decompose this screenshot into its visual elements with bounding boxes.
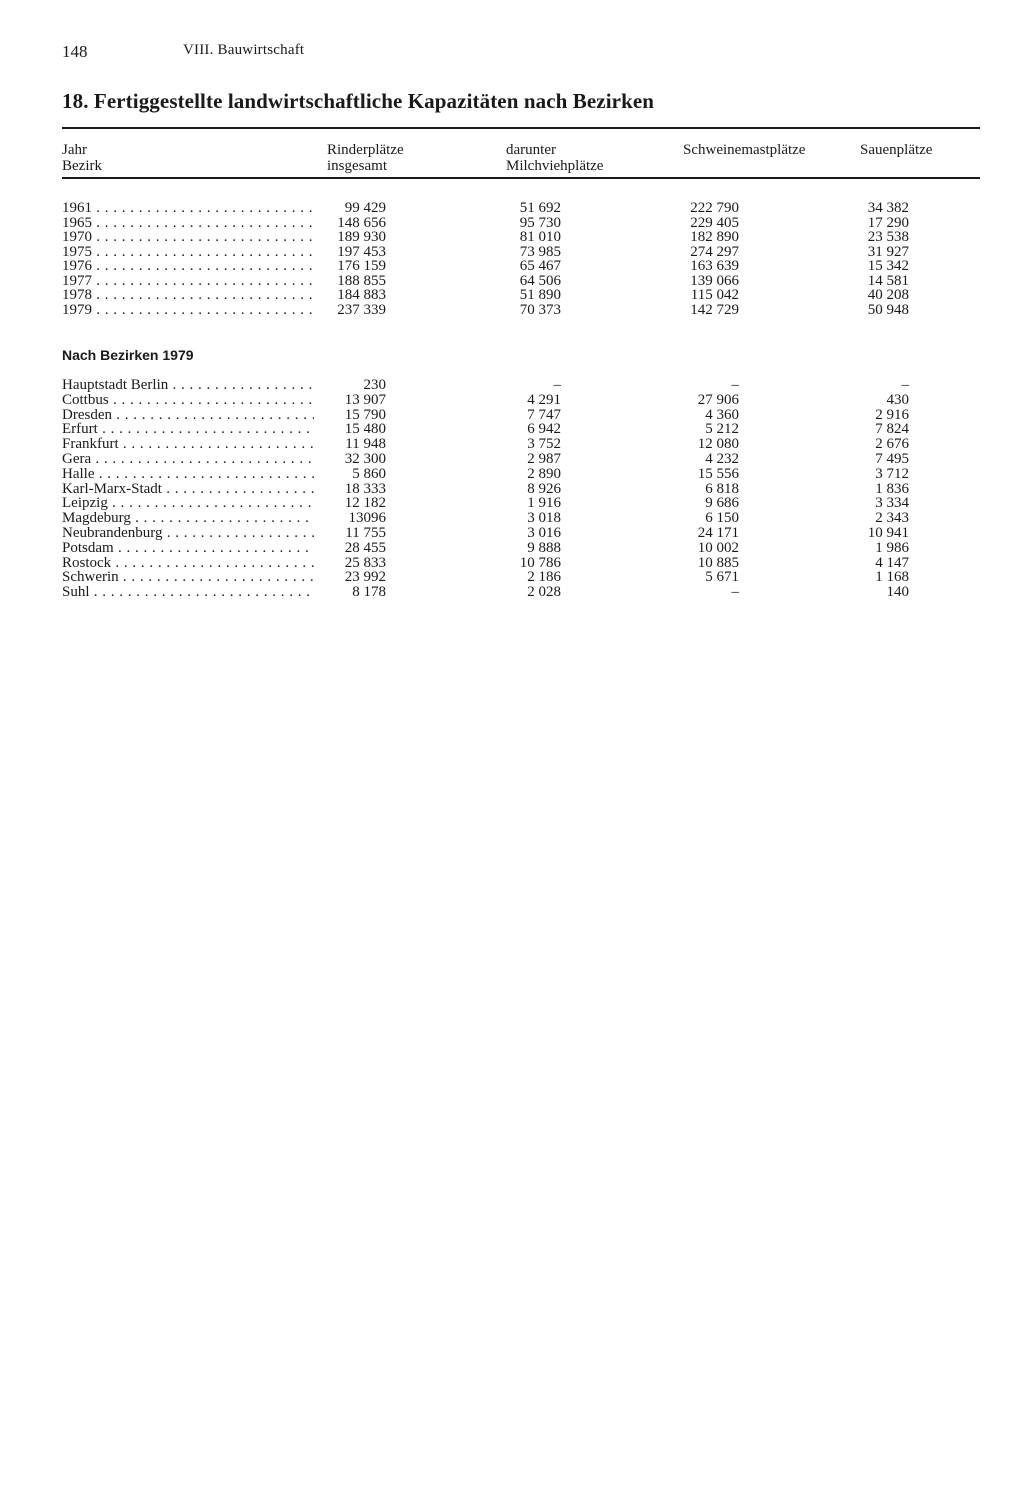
cell-rinderplaetze: 13096 [348,510,386,527]
table-row [0,482,1024,497]
table-row [0,585,1024,600]
cell-rinderplaetze: 23 992 [344,569,386,586]
row-label: Magdeburg . . . [62,511,314,526]
table-row [0,201,1024,216]
row-label: Potsdam . . . [62,541,314,556]
row-label: 1976 . . . [62,259,314,274]
table-row [0,570,1024,585]
cell-milchviehplaetze: 70 373 [519,301,561,318]
cell-milchviehplaetze: 73 985 [519,243,561,260]
cell-rinderplaetze: 25 833 [344,554,386,571]
table-row [0,452,1024,467]
cell-schweinemastplaetze: 163 639 [690,258,739,274]
cell-schweinemastplaetze: 229 405 [690,214,739,231]
cell-schweinemastplaetze: 274 297 [690,243,739,260]
cell-schweinemastplaetze: 4 360 [705,406,739,423]
cell-schweinemastplaetze: 6 818 [705,480,739,497]
row-label: Cottbus . . . [62,393,314,408]
row-label: Hauptstadt Berlin . . . [62,378,314,393]
cell-sauenplaetze: 140 [886,584,909,601]
table-row [0,422,1024,437]
cell-milchviehplaetze: 2 186 [527,569,561,586]
cell-milchviehplaetze: 51 890 [519,287,561,303]
cell-milchviehplaetze: 51 692 [519,200,561,216]
table-row [0,556,1024,571]
table-row [0,467,1024,482]
cell-sauenplaetze: 2 343 [875,510,909,527]
row-label: Rostock . . . [62,556,314,571]
cell-sauenplaetze: 2 676 [875,436,909,453]
table-row [0,393,1024,408]
cell-milchviehplaetze: 3 018 [527,510,561,527]
cell-rinderplaetze: 188 855 [337,272,386,289]
cell-sauenplaetze: 1 836 [875,480,909,497]
cell-rinderplaetze: 15 790 [344,406,386,423]
cell-milchviehplaetze: 4 291 [527,391,561,408]
cell-schweinemastplaetze: 6 150 [705,510,739,527]
cell-rinderplaetze: 8 178 [352,584,386,601]
column-header-jahr-bezirk: Jahr Bezirk [62,142,102,174]
cell-schweinemastplaetze: 9 686 [705,495,739,512]
row-label: 1979 . . . [62,303,314,318]
cell-schweinemastplaetze: 139 066 [690,272,739,289]
cell-sauenplaetze: 1 986 [875,539,909,556]
page-number: 148 [62,42,88,61]
cell-schweinemastplaetze: 4 232 [705,451,739,467]
cell-milchviehplaetze: 2 890 [527,465,561,482]
cell-milchviehplaetze: 10 786 [519,554,561,571]
row-label: Karl-Marx-Stadt . . . [62,482,314,497]
cell-milchviehplaetze: – [553,377,561,393]
cell-sauenplaetze: 31 927 [867,243,909,260]
cell-milchviehplaetze: 6 942 [527,421,561,438]
cell-schweinemastplaetze: – [731,377,739,393]
cell-rinderplaetze: 176 159 [337,258,386,274]
cell-sauenplaetze: 3 712 [875,465,909,482]
cell-schweinemastplaetze: 12 080 [697,436,739,453]
column-header-schweinemastplaetze: Schweinemastplätze [683,142,806,158]
cell-rinderplaetze: 99 429 [344,200,386,216]
cell-sauenplaetze: 23 538 [867,229,909,245]
cell-sauenplaetze: 7 495 [875,451,909,467]
column-header-milchviehplaetze: darunter Milchviehplätze [506,142,604,174]
row-label: 1975 . . . [62,245,314,260]
cell-sauenplaetze: 50 948 [867,301,909,318]
table-row [0,541,1024,556]
table-row [0,496,1024,511]
row-label: 1977 . . . [62,274,314,289]
cell-milchviehplaetze: 95 730 [519,214,561,231]
cell-milchviehplaetze: 2 028 [527,584,561,601]
table-row [0,511,1024,526]
cell-sauenplaetze: 17 290 [867,214,909,231]
table-row [0,303,1024,318]
cell-rinderplaetze: 189 930 [337,229,386,245]
table-row [0,526,1024,541]
chapter-title: VIII. Bauwirtschaft [183,42,305,58]
cell-schweinemastplaetze: 5 671 [705,569,739,586]
row-label: Erfurt . . . [62,422,314,437]
header-rule-bottom [62,177,980,179]
table-row [0,408,1024,423]
cell-sauenplaetze: 430 [886,391,909,408]
cell-milchviehplaetze: 9 888 [527,539,561,556]
cell-sauenplaetze: 14 581 [867,272,909,289]
row-label: 1961 . . . [62,201,314,216]
cell-sauenplaetze: 15 342 [867,258,909,274]
cell-sauenplaetze: 34 382 [867,200,909,216]
cell-sauenplaetze: 7 824 [875,421,909,438]
row-label: Halle . . . [62,467,314,482]
row-label: 1970 . . . [62,230,314,245]
table-row [0,378,1024,393]
cell-milchviehplaetze: 3 752 [527,436,561,453]
cell-schweinemastplaetze: 182 890 [690,229,739,245]
row-label: Frankfurt . . . [62,437,314,452]
cell-rinderplaetze: 12 182 [344,495,386,512]
table-row [0,230,1024,245]
row-label: Leipzig . . . [62,496,314,511]
cell-schweinemastplaetze: 222 790 [690,200,739,216]
cell-sauenplaetze: – [901,377,909,393]
cell-schweinemastplaetze: 5 212 [705,421,739,438]
cell-milchviehplaetze: 2 987 [527,451,561,467]
cell-milchviehplaetze: 81 010 [519,229,561,245]
section-heading: Nach Bezirken 1979 [62,347,194,363]
cell-rinderplaetze: 230 [363,377,386,393]
row-label: Dresden . . . [62,408,314,423]
cell-schweinemastplaetze: 10 885 [697,554,739,571]
cell-schweinemastplaetze: 115 042 [690,287,739,303]
cell-schweinemastplaetze: 27 906 [697,391,739,408]
cell-sauenplaetze: 2 916 [875,406,909,423]
row-label: Suhl . . . [62,585,314,600]
header-rule-top [62,127,980,129]
cell-rinderplaetze: 32 300 [344,451,386,467]
cell-schweinemastplaetze: – [731,584,739,601]
table-row [0,259,1024,274]
cell-milchviehplaetze: 7 747 [527,406,561,423]
cell-rinderplaetze: 197 453 [337,243,386,260]
cell-sauenplaetze: 1 168 [875,569,909,586]
cell-milchviehplaetze: 65 467 [519,258,561,274]
row-label: Schwerin . . . [62,570,314,585]
row-label: Neubrandenburg . . . [62,526,314,541]
cell-sauenplaetze: 3 334 [875,495,909,512]
cell-schweinemastplaetze: 15 556 [697,465,739,482]
table-row [0,437,1024,452]
cell-rinderplaetze: 184 883 [337,287,386,303]
cell-schweinemastplaetze: 24 171 [697,525,739,541]
cell-rinderplaetze: 148 656 [337,214,386,231]
cell-rinderplaetze: 11 948 [345,436,386,453]
cell-sauenplaetze: 4 147 [875,554,909,571]
cell-sauenplaetze: 40 208 [867,287,909,303]
cell-milchviehplaetze: 1 916 [527,495,561,512]
cell-milchviehplaetze: 3 016 [527,525,561,541]
row-label: Gera . . . [62,452,314,467]
cell-rinderplaetze: 5 860 [352,465,386,482]
cell-schweinemastplaetze: 10 002 [697,539,739,556]
cell-rinderplaetze: 28 455 [344,539,386,556]
table-row [0,288,1024,303]
cell-milchviehplaetze: 64 506 [519,272,561,289]
column-header-sauenplaetze: Sauenplätze [860,142,933,158]
cell-rinderplaetze: 237 339 [337,301,386,318]
cell-milchviehplaetze: 8 926 [527,480,561,497]
table-title: 18. Fertiggestellte landwirtschaftliche Kapazitäten nach Bezirken [62,89,655,113]
cell-sauenplaetze: 10 941 [867,525,909,541]
row-label: 1978 . . . [62,288,314,303]
row-label: 1965 . . . [62,216,314,231]
cell-rinderplaetze: 15 480 [344,421,386,438]
column-header-rinderplaetze: Rinderplätze insgesamt [327,142,404,174]
cell-schweinemastplaetze: 142 729 [690,301,739,318]
cell-rinderplaetze: 11 755 [345,525,386,541]
cell-rinderplaetze: 18 333 [344,480,386,497]
cell-rinderplaetze: 13 907 [344,391,386,408]
